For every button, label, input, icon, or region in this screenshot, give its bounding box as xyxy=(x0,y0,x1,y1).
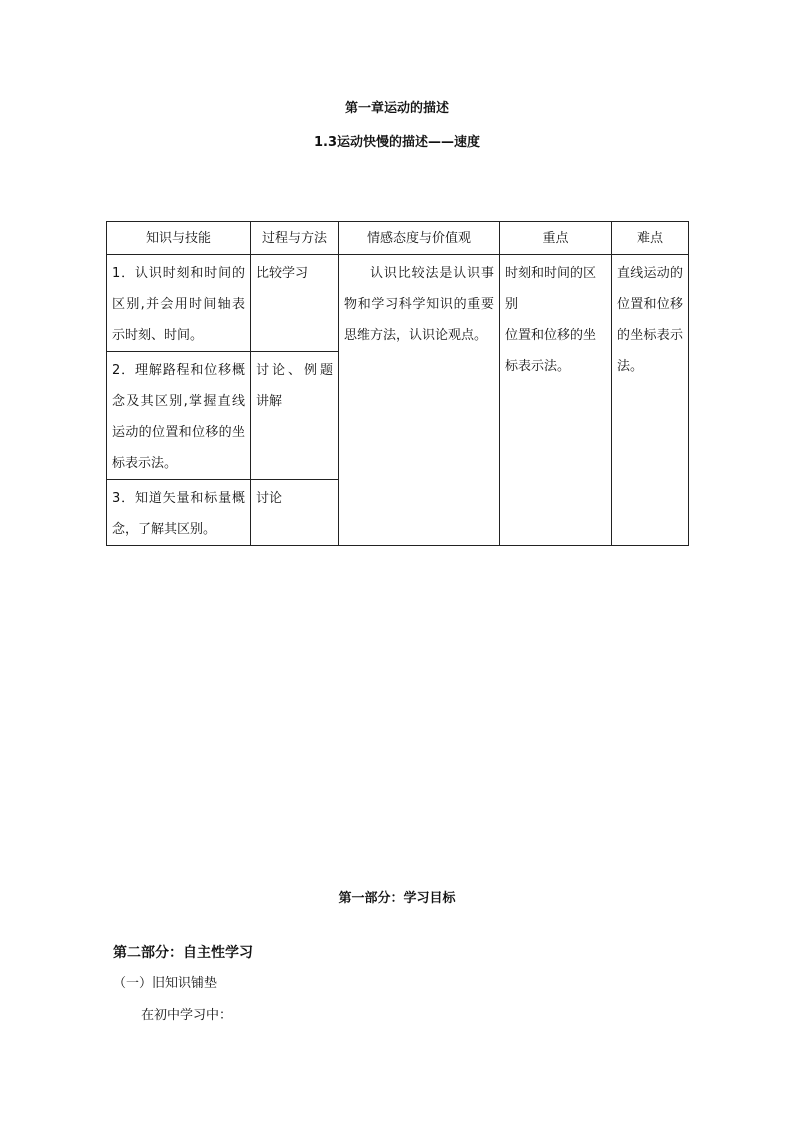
table-header-row xyxy=(107,222,689,255)
methods-cell-1: 比较学习 xyxy=(251,255,339,352)
attitude-cell: 认识比较法是认识事物和学习科学知识的重要思维方法，认识论观点。 xyxy=(339,255,500,546)
header-difficulty: 难点 xyxy=(612,222,689,255)
subsection-heading: （一）旧知识铺垫 xyxy=(113,976,218,991)
knowledge-cell-1: 1．认识时刻和时间的区别,并会用时间轴表示时刻、时间。 xyxy=(107,255,251,352)
methods-cell-3: 讨论 xyxy=(251,480,339,546)
key-points-cell xyxy=(500,255,612,546)
header-key-points: 重点 xyxy=(500,222,612,255)
header-methods: 过程与方法 xyxy=(251,222,339,255)
objectives-table xyxy=(106,221,689,546)
lesson-title: 1.3运动快慢的描述——速度 xyxy=(313,135,481,150)
header-knowledge: 知识与技能 xyxy=(107,222,251,255)
key-point-time: 时刻和时间的区别 xyxy=(505,266,597,312)
knowledge-cell-3: 3．知道矢量和标量概念，了解其区别。 xyxy=(107,480,251,546)
knowledge-cell-2: 2．理解路程和位移概念及其区别,掌握直线运动的位置和位移的坐标表示法。 xyxy=(107,352,251,480)
difficulty-cell: 直线运动的位置和位移的坐标表示法。 xyxy=(612,255,689,546)
header-attitude: 情感态度与价值观 xyxy=(339,222,500,255)
body-paragraph: 在初中学习中： xyxy=(141,1008,233,1023)
chapter-title: 第一章运动的描述 xyxy=(344,101,449,116)
methods-cell-2: 讨论、例题讲解 xyxy=(251,352,339,480)
key-point-position: 位置和位移的坐标表示法。 xyxy=(505,328,597,374)
section-part1-heading: 第一部分：学习目标 xyxy=(338,891,456,906)
table-row xyxy=(107,255,689,352)
section-part2-heading: 第二部分：自主性学习 xyxy=(113,945,253,961)
